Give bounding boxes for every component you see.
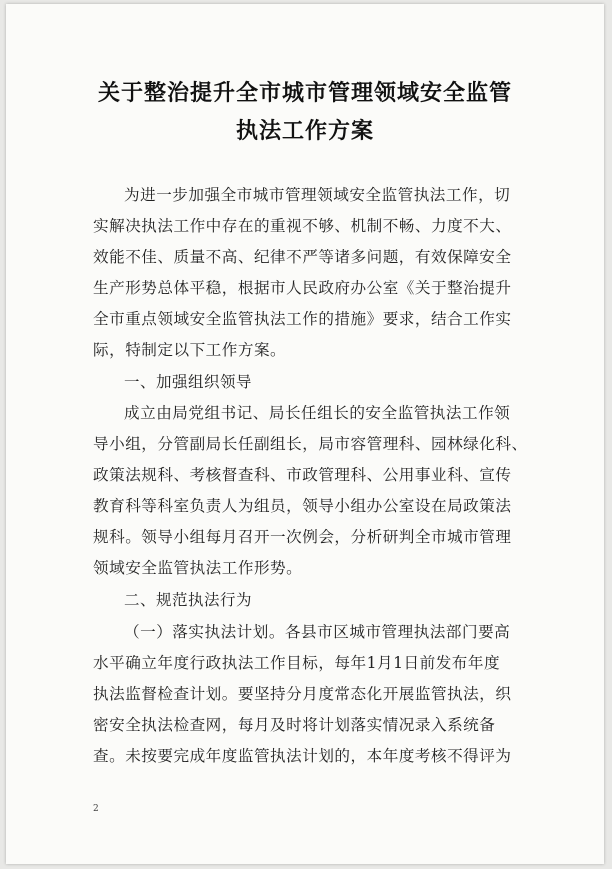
body-line-18: 密安全执法检查网，每月及时将计划落实情况录入系统备 [93,716,496,734]
body-line-12: 规科。领导小组每月召开一次例会，分析研判全市城市管理 [93,528,512,546]
body-line-8: 成立由局党组书记、局长任组长的安全监管执法工作领 [124,404,511,422]
body-line-2: 实解决执法工作中存在的重视不够、机制不畅、力度不大、 [93,217,512,235]
body-line-3: 效能不佳、质量不高、纪律不严等诸多问题，有效保障安全 [93,248,512,266]
page-number: 2 [93,804,99,814]
body-line-6: 际，特制定以下工作方案。 [93,341,287,359]
body-line-16: 水平确立年度行政执法工作目标，每年1月1日前发布年度 [93,654,501,672]
document-page [6,4,604,864]
body-line-11: 教育科等科室负责人为组员，领导小组办公室设在局政策法 [93,497,512,515]
body-line-1: 为进一步加强全市城市管理领域安全监管执法工作，切 [124,186,511,204]
document-title-line-1: 关于整治提升全市城市管理领域安全监管 [97,81,512,106]
body-line-13: 领域安全监管执法工作形势。 [93,559,303,577]
section-heading-1: 一、加强组织领导 [124,373,253,391]
document-title-line-2: 执法工作方案 [235,119,374,144]
body-line-9: 导小组，分管副局长任副组长，局市容管理科、园林绿化科、 [93,435,528,453]
body-line-17: 执法监督检查计划。要坚持分月度常态化开展监管执法，织 [93,685,512,703]
body-line-4: 生产形势总体平稳，根据市人民政府办公室《关于整治提升 [93,279,512,297]
body-line-5: 全市重点领域安全监管执法工作的措施》要求，结合工作实 [93,310,512,328]
section-heading-2: 二、规范执法行为 [124,591,253,609]
body-line-19: 查。未按要完成年度监管执法计划的，本年度考核不得评为 [93,747,512,765]
body-line-10: 政策法规科、考核督查科、市政管理科、公用事业科、宣传 [93,466,512,484]
body-line-15: （一）落实执法计划。各县市区城市管理执法部门要高 [124,623,511,641]
